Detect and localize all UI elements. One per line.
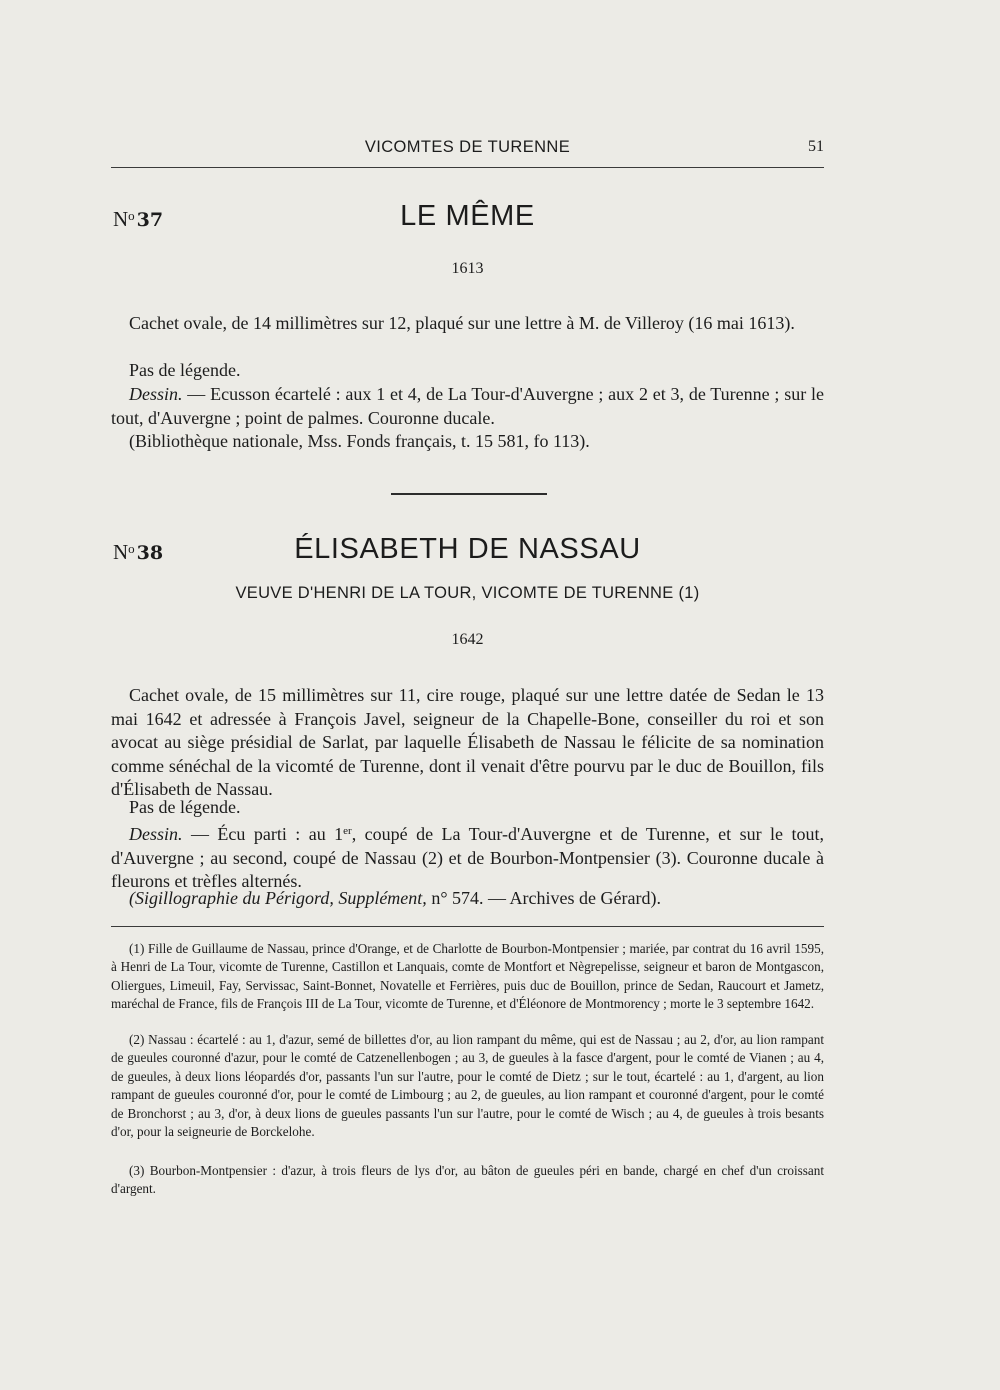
drawing-text: — Ecusson écartelé : aux 1 et 4, de La Tour-d'Auvergne ; aux 2 et 3, de Turenne ; sur le tout, d'Auvergne ; point de palmes. Couronne ducale. [111,384,824,428]
entry-description-38: Cachet ovale, de 15 millimètres sur 11, cire rouge, plaqué sur une lettre datée de Sedan le 13 mai 1642 et adressée à François Javel, seigneur de la Chapelle-Bone, conseiller du roi et son avocat au siège présidial de Sarlat, par laquelle Élisabeth de Nassau le félicite de sa nomination comme sénéchal de la vicomté de Turenne, dont il venait d'être pourvu par le duc de Bouillon, fils d'Élisabeth de Nassau. [111,685,824,799]
entry-subtitle-38: VEUVE D'HENRI DE LA TOUR, VICOMTE DE TURENNE (1) [235,584,700,602]
source-rest: n° 574. — Archives de Gérard). [426,888,661,908]
footnote-1: (1) Fille de Guillaume de Nassau, prince d'Orange, et de Charlotte de Bourbon-Montpensier ; mariée, par contrat du 16 avril 1595, à Henri de La Tour, vicomte de Turenne, Castillon et Lanquais, comte de Montfort et Nègrepelisse, seigneur et baron de Montgascon, Oliergues, Limeuil, Fay, Servissac, Saint-Bonnet, Novatelle et Ferrières, puis duc de Bouillon, prince de Sedan, Raucourt et Jametz, maréchal de France, fils de François III de La Tour, vicomte de Turenne, et d'Éléonore de Montmorency ; morte le 3 septembre 1642. [111,941,824,1012]
entry-number-value: 38 [136,542,164,564]
footnote-2: (2) Nassau : écartelé : au 1, d'azur, semé de billettes d'or, au lion rampant du même, qui est de Nassau ; au 2, d'or, au lion rampant de gueules couronné d'azur, pour le comté de Catzenellenbogen ; au 3, de gueules à la fasce d'argent, pour le comté de Vianen ; au 4, de gueules, à deux lions léopardés d'or, passants l'un sur l'autre, pour le comté de Dietz ; sur le tout, écartelé : au 1, d'argent, au lion rampant de gueules couronné d'or, pour le comté de Limbourg ; au 2, de gueules, au lion rampant et couronné d'argent, pour le comté de Bronchorst ; au 3, d'or, à deux lions de gueules passants l'un sur l'autre, pour le comté de Wisch ; au 4, de gueules à trois besants d'or, pour la seigneurie de Borckelohe. [111,1032,824,1140]
drawing-label: Dessin. [129,824,183,844]
entry-source-37: (Bibliothèque nationale, Mss. Fonds français, t. 15 581, fo 113). [129,431,590,451]
entry-legend-38: Pas de légende. [129,797,241,817]
drawing-text-part1: — Écu parti : au 1 [182,824,344,844]
entry-number-prefix: N [113,207,129,231]
header-rule [111,167,824,168]
footnote-rule [111,926,824,927]
entry-drawing-37 [111,383,824,430]
entry-legend-37: Pas de légende. [129,360,241,380]
entry-drawing-38 [111,820,824,894]
entry-number-prefix: N [113,540,129,564]
running-title: VICOMTES DE TURENNE [364,138,571,156]
drawing-superscript: er [343,825,352,837]
entry-number-superscript: o [128,541,135,556]
page-number: 51 [808,138,824,155]
drawing-text-part2: , coupé de La Tour-d'Auvergne et de Turenne, et sur le tout, d'Auvergne ; au second, coupé de Nassau (2) et de Bourbon-Montpensier (3). Couronne ducale à fleurons et trèfles alternés. [111,824,824,891]
footnote-3: (3) Bourbon-Montpensier : d'azur, à trois fleurs de lys d'or, au bâton de gueules péri en bande, chargé en chef d'un croissant d'argent. [111,1163,824,1197]
entry-year-38: 1642 [451,631,484,648]
entry-year-37: 1613 [451,260,484,277]
entry-title-37: LE MÊME [400,200,535,232]
running-head [111,134,824,164]
drawing-label: Dessin. [129,384,183,404]
entry-title-38: ÉLISABETH DE NASSAU [294,533,641,565]
entry-description-37: Cachet ovale, de 14 millimètres sur 12, plaqué sur une lettre à M. de Villeroy (16 mai 1613). [129,313,795,333]
entry-source-38 [111,887,824,911]
section-separator [391,493,547,495]
source-italic: (Sigillographie du Périgord, Supplément, [129,888,427,908]
entry-number-value: 37 [136,209,164,231]
entry-number-superscript: o [128,208,135,223]
